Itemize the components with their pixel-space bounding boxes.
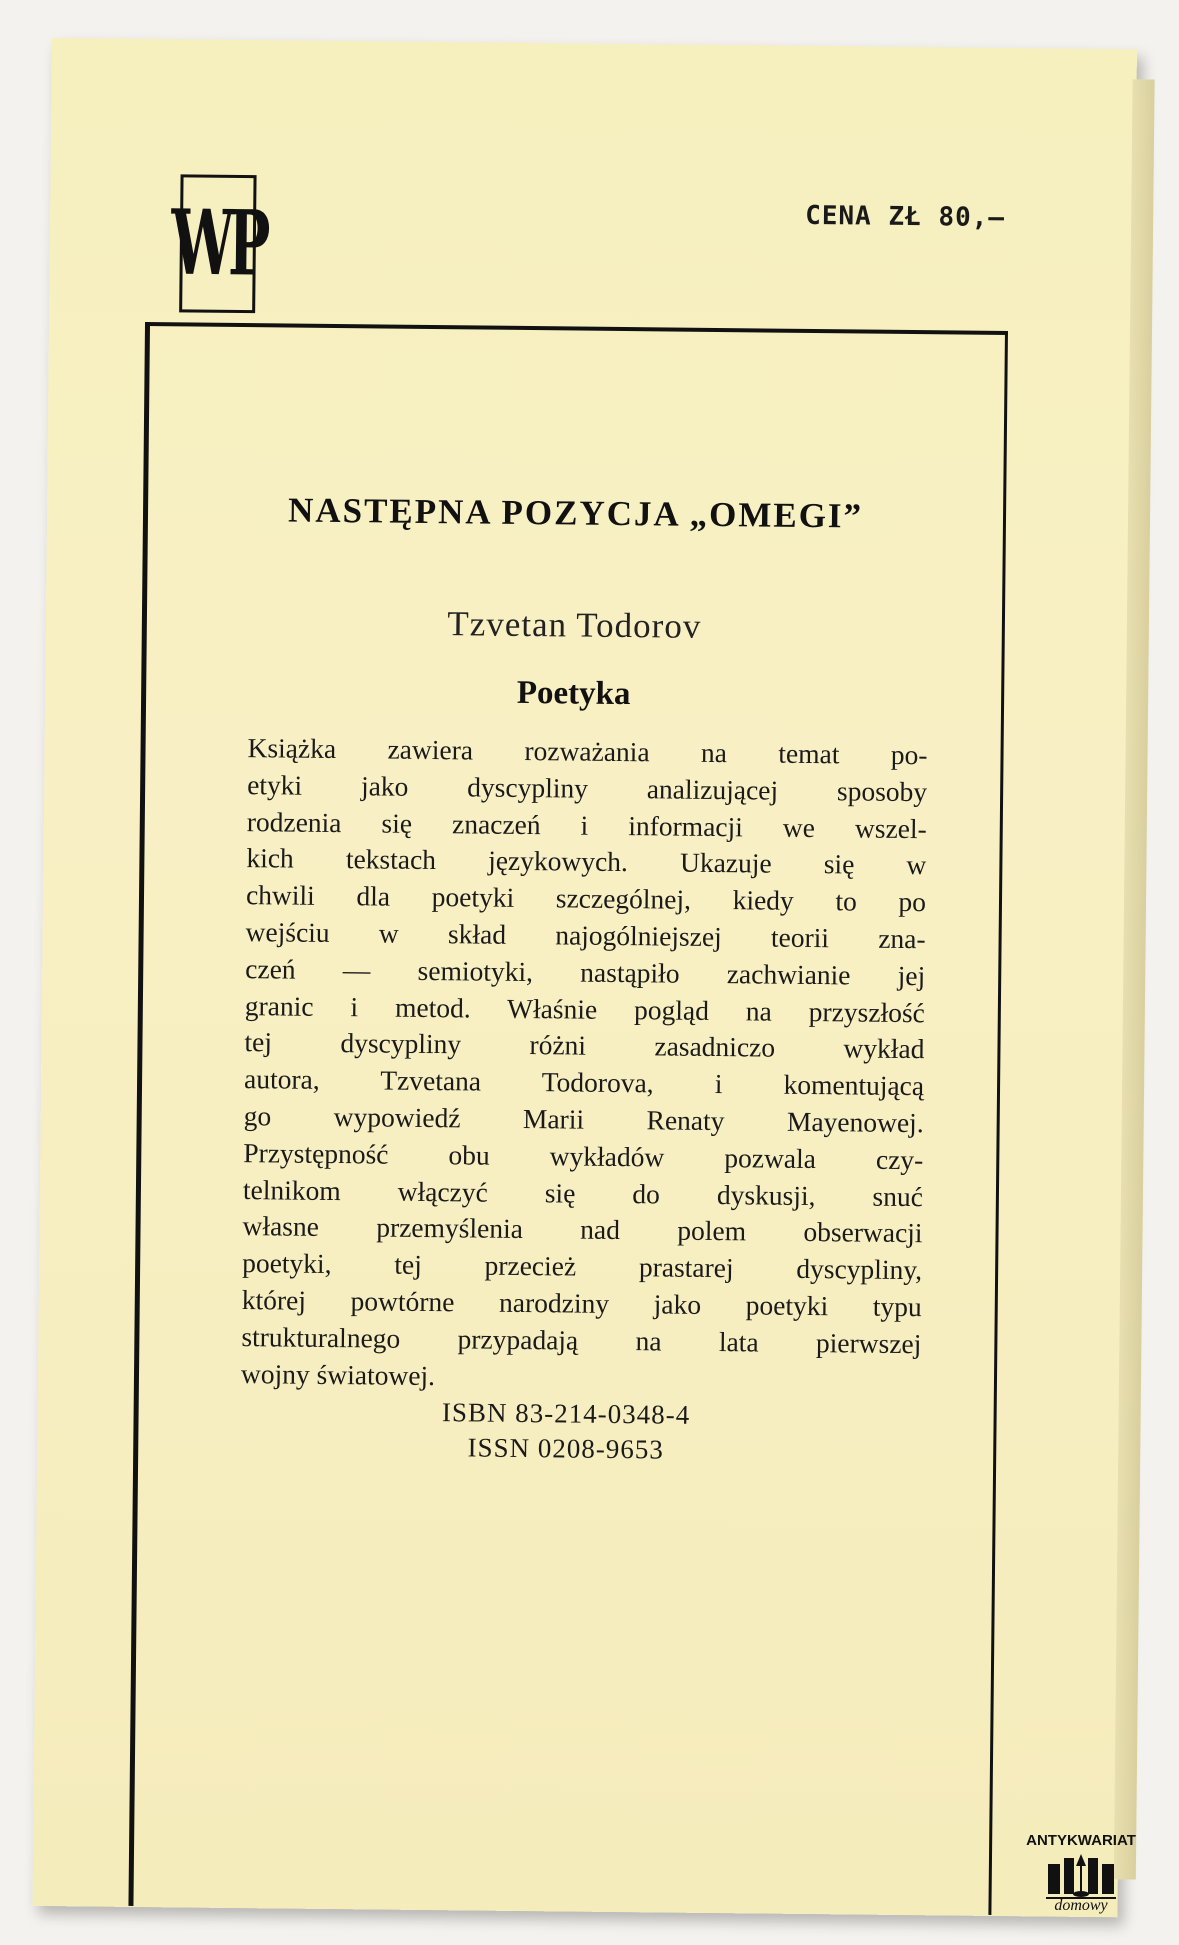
description-line: wejściu w skład najogólniejszej teorii zna- bbox=[245, 916, 926, 955]
description-line: czeń — semiotyki, nastąpiło zachwianie jej bbox=[245, 952, 926, 991]
watermark-bottom-text: domowy bbox=[1054, 1897, 1108, 1914]
series-heading: NASTĘPNA POZYCJA „OMEGI” bbox=[287, 490, 864, 536]
description-line: go wypowiedź Marii Renaty Mayenowej. bbox=[243, 1100, 924, 1139]
description-line: etyki jako dyscypliny analizującej sposoby bbox=[247, 768, 928, 808]
publisher-logo-letters: WP bbox=[170, 190, 265, 298]
publisher-logo bbox=[170, 174, 265, 313]
description-line: tej dyscypliny różni zasadniczo wykład bbox=[244, 1026, 925, 1065]
author-name: Tzvetan Todorov bbox=[447, 604, 702, 646]
description-line: poetyki, tej przecież prastarej dyscypliny, bbox=[242, 1247, 923, 1286]
description-line: chwili dla poetyki szczególnej, kiedy to po bbox=[245, 879, 927, 918]
description-line: rodzenia się znaczeń i informacji we wszel- bbox=[246, 805, 927, 844]
book-back-cover bbox=[32, 38, 1137, 1917]
description-line: Książka zawiera rozważania na temat po- bbox=[247, 732, 928, 771]
description-line: granic i metod. Właśnie pogląd na przyszłość bbox=[244, 989, 926, 1028]
watermark-top-text: ANTYKWARIAT bbox=[1026, 1832, 1136, 1849]
description-line: własne przemyślenia nad polem obserwacji bbox=[242, 1210, 923, 1249]
description-line: Przystępność obu wykładów pozwala czy- bbox=[243, 1136, 924, 1175]
description-line: której powtórne narodziny jako poetyki typu bbox=[241, 1284, 922, 1323]
price-label: CENA ZŁ 80,— bbox=[805, 200, 1006, 233]
issn-number: ISSN 0208-9653 bbox=[467, 1432, 665, 1465]
isbn-number: ISBN 83-214-0348-4 bbox=[441, 1397, 691, 1430]
content-frame bbox=[128, 322, 1008, 1915]
description-line: kich tekstach językowych. Ukazuje się w bbox=[246, 842, 927, 881]
description-line: telnikom włączyć się do dyskusji, snuć bbox=[242, 1173, 924, 1212]
description-line: wojny światowej. bbox=[240, 1357, 436, 1391]
page-edge bbox=[1114, 79, 1155, 1879]
book-title: Poetyka bbox=[516, 674, 631, 713]
antykwariat-watermark bbox=[1012, 1832, 1150, 1932]
books-lamp-icon bbox=[1046, 1852, 1116, 1902]
description-line: autora, Tzvetana Todorova, i komentującą bbox=[243, 1063, 925, 1102]
description bbox=[241, 730, 928, 1399]
description-line: strukturalnego przypadają na lata pierwszej bbox=[241, 1320, 922, 1359]
